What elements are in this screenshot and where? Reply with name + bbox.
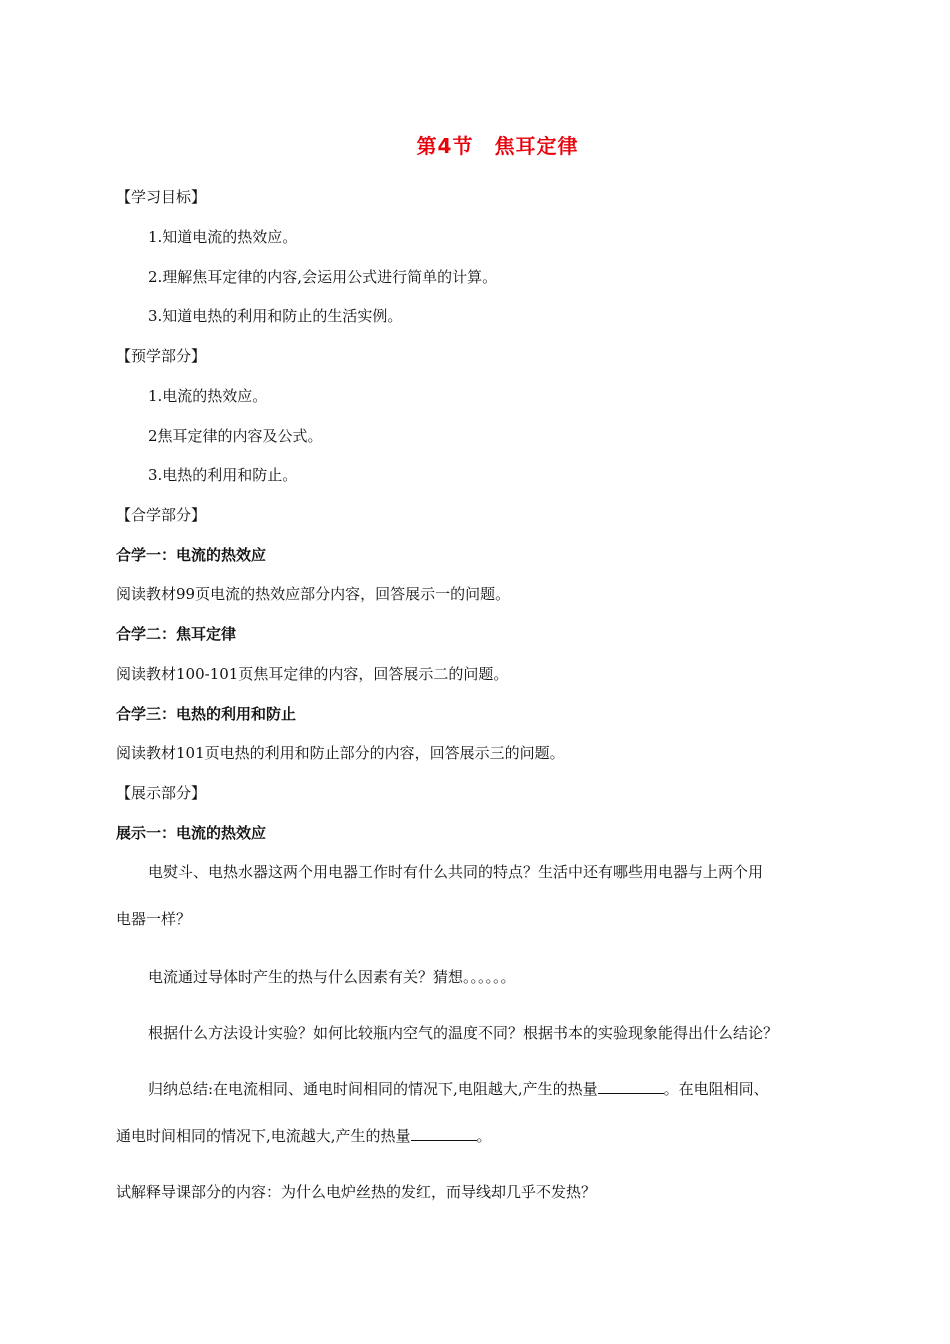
summary-text: 通电时间相同的情况下,电流越大,产生的热量 xyxy=(116,1127,411,1145)
cooperate-section-title: 合学二：焦耳定律 xyxy=(116,625,237,643)
cooperate-section-text: 阅读教材99页电流的热效应部分内容，回答展示一的问题。 xyxy=(116,585,511,603)
preview-item: 3.电热的利用和防止。 xyxy=(148,466,298,484)
objective-item: 3.知道电热的利用和防止的生活实例。 xyxy=(148,307,403,325)
show-paragraph: 电熨斗、电热水器这两个用电器工作时有什么共同的特点？生活中还有哪些用电器与上两个用 xyxy=(148,863,764,881)
answer-blank[interactable] xyxy=(598,1079,664,1094)
preview-item: 2焦耳定律的内容及公式。 xyxy=(148,427,323,445)
objective-item: 2.理解焦耳定律的内容,会运用公式进行简单的计算。 xyxy=(148,268,498,286)
question-paragraph: 试解释导课部分的内容：为什么电炉丝热的发红，而导线却几乎不发热？ xyxy=(116,1183,597,1201)
summary-text: 。 xyxy=(476,1127,492,1145)
objectives-heading: 【学习目标】 xyxy=(116,188,207,206)
cooperate-section-title: 合学三：电热的利用和防止 xyxy=(116,705,297,723)
show-heading: 【展示部分】 xyxy=(116,784,207,802)
cooperate-section-title: 合学一：电流的热效应 xyxy=(116,546,267,564)
page-title: 第4节 焦耳定律 xyxy=(416,134,579,158)
show-paragraph: 根据什么方法设计实验？如何比较瓶内空气的温度不同？根据书本的实验现象能得出什么结论？ xyxy=(148,1024,779,1042)
show-subheading: 展示一：电流的热效应 xyxy=(116,824,267,842)
summary-line xyxy=(148,1079,769,1099)
objective-item: 1.知道电流的热效应。 xyxy=(148,228,298,246)
cooperate-section-text: 阅读教材101页电热的利用和防止部分的内容，回答展示三的问题。 xyxy=(116,744,565,762)
summary-text: 归纳总结:在电流相同、通电时间相同的情况下,电阻越大,产生的热量 xyxy=(148,1080,598,1098)
show-paragraph: 电流通过导体时产生的热与什么因素有关？猜想。。。。。。 xyxy=(148,968,516,986)
preview-item: 1.电流的热效应。 xyxy=(148,387,268,405)
summary-text: 。在电阻相同、 xyxy=(663,1080,769,1098)
preview-heading: 【预学部分】 xyxy=(116,347,207,365)
answer-blank[interactable] xyxy=(411,1126,477,1141)
cooperate-heading: 【合学部分】 xyxy=(116,506,207,524)
summary-line xyxy=(116,1126,492,1146)
cooperate-section-text: 阅读教材100-101页焦耳定律的内容，回答展示二的问题。 xyxy=(116,665,509,683)
show-paragraph: 电器一样？ xyxy=(116,910,192,928)
